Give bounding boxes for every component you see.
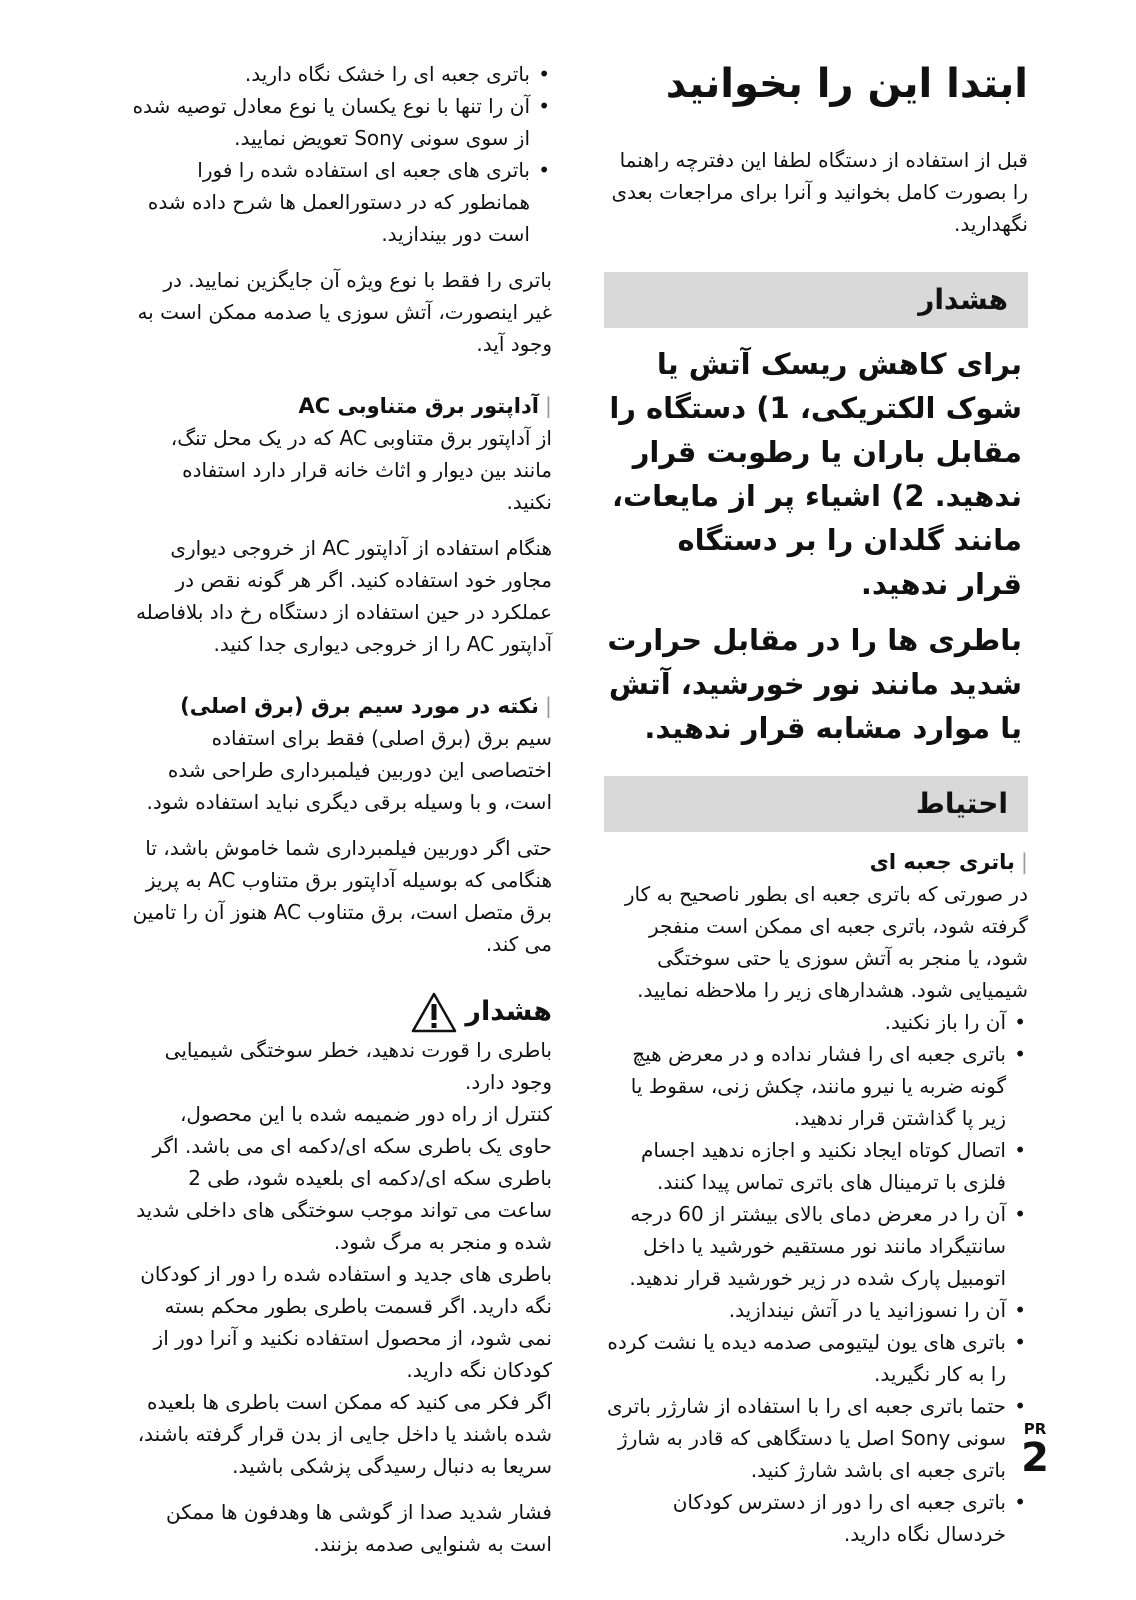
section-bar-icon: | (544, 394, 552, 418)
power-cord-heading: |نکته در مورد سیم برق (برق اصلی) (180, 694, 552, 718)
list-item: • باتری های یون لیتیومی صدمه دیده یا نشت کرده را به کار نگیرید. (604, 1326, 1028, 1390)
right-column (604, 58, 1028, 1550)
warning-triangle-icon (411, 991, 457, 1033)
page-number-value: 2 (1021, 1435, 1049, 1481)
warning-paragraph-1: برای کاهش ریسک آتش یا شوک الکتریکی، 1) دستگاه را مقابل باران یا رطوبت قرار ندهید. 2) اشیاء پر از مایعات، مانند گلدان را بر دستگاه قرار ندهید. (609, 347, 1022, 601)
list-item: • آن را در معرض دمای بالای بیشتر از 60 درجه سانتیگراد مانند نور مستقیم خورشید یا داخل اتومبیل پارک شده در زیر خورشید قرار ندهید. (604, 1198, 1028, 1294)
list-item: • آن را باز نکنید. (604, 1006, 1028, 1038)
list-item: • آن را نسوزانید یا در آتش نیندازید. (604, 1294, 1028, 1326)
list-item: • باتری جعبه ای را خشک نگاه دارید. (132, 58, 552, 90)
battery-list-continued (132, 58, 552, 250)
battery-list (604, 1006, 1028, 1550)
page-number (1020, 1420, 1050, 1481)
page-title: ابتدا این را بخوانید (665, 61, 1028, 107)
hazard-heading: هشدار (132, 990, 552, 1034)
language-code: PR (1023, 1420, 1047, 1438)
battery-heading: |باتری جعبه ای (869, 850, 1028, 874)
ac-paragraph-1: از آداپتور برق متناوبی AC که در یک محل تنگ، مانند بین دیوار و اثاث خانه قرار دارد استفاده نکنید. (170, 426, 552, 514)
coin-battery-paragraph-2: کنترل از راه دور ضمیمه شده با این محصول، حاوی یک باطری سکه ای/دکمه ای می باشد. اگر باطری سکه ای/دکمه ای بلعیده شود، طی 2 ساعت می تواند موجب سوختگی های داخلی شدید شده و منجر به مرگ شود. (136, 1102, 552, 1254)
warning-paragraph-2: باطری ها را در مقابل حرارت شدید مانند نور خورشید، آتش یا موارد مشابه قرار ندهید. (607, 623, 1022, 745)
cord-paragraph-1: سیم برق (برق اصلی) فقط برای استفاده اختصاصی این دوربین فیلمبرداری طراحی شده است، و با وسیله برقی دیگری نباید استفاده شود. (146, 726, 552, 814)
section-bar-icon: | (1020, 850, 1028, 874)
list-item: • آن را تنها با نوع یکسان یا نوع معادل توصیه شده از سوی سونی Sony تعویض نمایید. (132, 90, 552, 154)
left-column (132, 58, 552, 1560)
caution-heading: احتیاط (604, 776, 1028, 832)
list-item: • حتما باتری جعبه ای را با استفاده از شارژر باتری سونی Sony اصل یا دستگاهی که قادر به شارژ باتری جعبه ای باشد شارژ کنید. (604, 1390, 1028, 1486)
ac-adapter-heading: |آداپتور برق متناوبی AC (298, 394, 552, 418)
intro-paragraph: قبل از استفاده از دستگاه لطفا این دفترچه راهنما را بصورت کامل بخوانید و آنرا برای مراجعات بعدی نگهدارید. (611, 148, 1028, 236)
list-item: • باتری جعبه ای را فشار نداده و در معرض هیچ گونه ضربه یا نیرو مانند، چکش زنی، سقوط یا زیر پا گذاشتن قرار ندهید. (604, 1038, 1028, 1134)
coin-battery-paragraph-1: باطری را قورت ندهید، خطر سوختگی شیمیایی وجود دارد. (164, 1038, 552, 1094)
coin-battery-paragraph-4: اگر فکر می کنید که ممکن است باطری ها بلعیده شده باشند یا داخل جایی از بدن قرار گرفته باشند، سریعا به دنبال رسیدگی پزشکی باشید. (137, 1390, 552, 1478)
sound-pressure-paragraph: فشار شدید صدا از گوشی ها وهدفون ها ممکن است به شنوایی صدمه بزنند. (166, 1500, 552, 1556)
battery-intro: در صورتی که باتری جعبه ای بطور ناصحیح به کار گرفته شود، باتری جعبه ای ممکن است منفجر شود، یا منجر به آتش سوزی یا حتی سوختگی شیمیایی شود. هشدارهای زیر را ملاحظه نمایید. (624, 882, 1028, 1002)
warning-block (604, 342, 1028, 750)
list-item: • اتصال کوتاه ایجاد نکنید و اجازه ندهید اجسام فلزی با ترمینال های باتری تماس پیدا کنند. (604, 1134, 1028, 1198)
section-bar-icon: | (544, 694, 552, 718)
ac-paragraph-2: هنگام استفاده از آداپتور AC از خروجی دیواری مجاور خود استفاده کنید. اگر هر گونه نقص در عملکرد در حین استفاده از دستگاه رخ داد بلافاصله آداپتور AC را از خروجی دیواری جدا کنید. (135, 536, 552, 656)
warning-heading: هشدار (604, 272, 1028, 328)
coin-battery-paragraph-3: باطری های جدید و استفاده شده را دور از کودکان نگه دارید. اگر قسمت باطری بطور محکم بسته نمی شود، از محصول استفاده نکنید و آنرا دور از کودکان نگه دارید. (140, 1262, 552, 1382)
list-item: • باتری جعبه ای را دور از دسترس کودکان خردسال نگاه دارید. (604, 1486, 1028, 1550)
battery-replace-paragraph: باتری را فقط با نوع ویژه آن جایگزین نمایید. در غیر اینصورت، آتش سوزی یا صدمه ممکن است به وجود آید. (137, 268, 552, 356)
list-item: • باتری های جعبه ای استفاده شده را فورا همانطور که در دستورالعمل ها شرح داده شده است دور بیندازید. (132, 154, 552, 250)
cord-paragraph-2: حتی اگر دوربین فیلمبرداری شما خاموش باشد، تا هنگامی که بوسیله آداپتور برق متناوب AC به پریز برق متصل است، برق متناوب AC هنوز آن را تامین می کند. (132, 836, 552, 956)
